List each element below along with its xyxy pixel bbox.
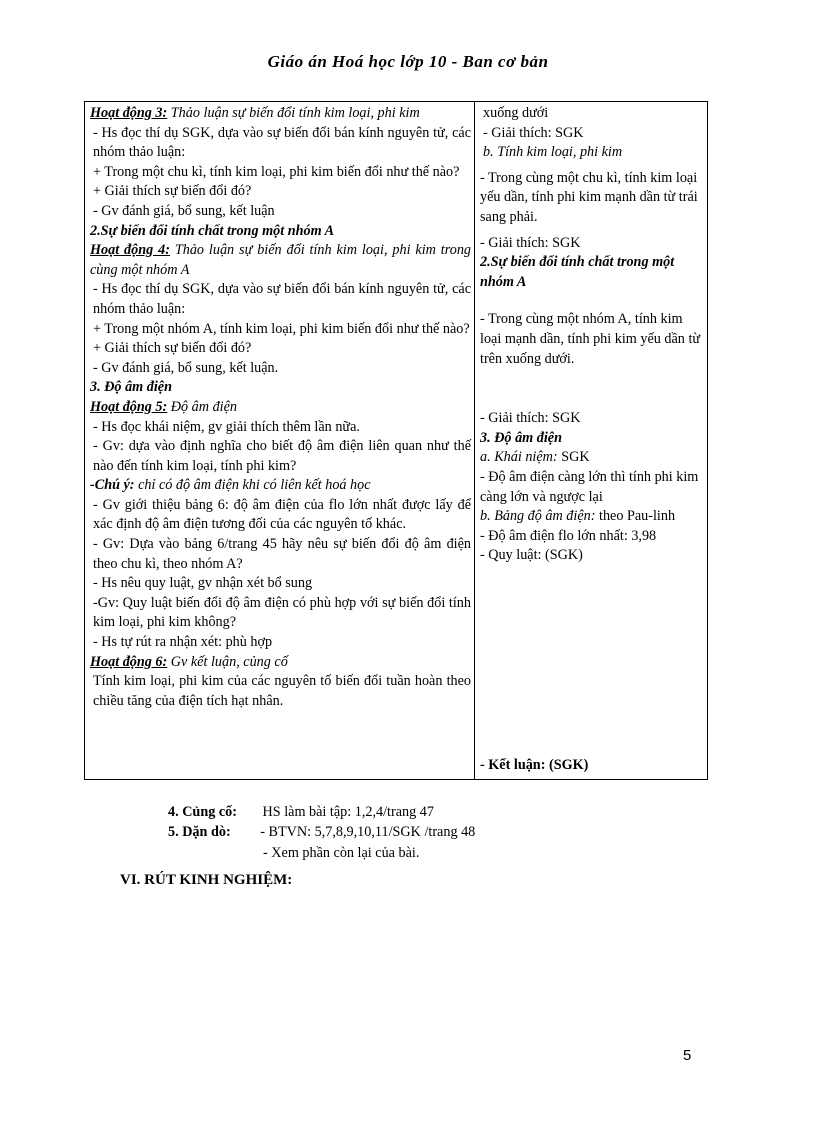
activity-5-label: Hoạt động 5: xyxy=(90,398,168,415)
note-line xyxy=(90,476,471,496)
activity-3-line-4: - Gv đánh giá, bổ sung, kết luận xyxy=(93,202,275,219)
right-conclusion: - Kết luận: (SGK) xyxy=(480,756,589,773)
activity-3-title: Thảo luận sự biến đổi tính kim loại, phi kim xyxy=(170,105,420,121)
concept-label: a. Khái niệm: xyxy=(480,449,558,466)
consolidation-text: HS làm bài tập: 1,2,4/trang 47 xyxy=(262,804,434,820)
activity-3-heading xyxy=(90,104,471,124)
homework-line xyxy=(168,822,475,843)
activity-6-line-1: Tính kim loại, phi kim của các nguyên tố biến đổi tuần hoàn theo chiều tăng của điện tích hạt nhân. xyxy=(93,673,471,709)
right-line-13: - Độ âm điện flo lớn nhất: 3,98 xyxy=(480,527,657,544)
right-line-14: - Quy luật: (SGK) xyxy=(480,547,583,564)
table-label: b. Bảng độ âm điện: xyxy=(480,508,596,525)
activity-5-line-1: - Hs đọc khái niệm, gv giải thích thêm lần nữa. xyxy=(93,418,360,435)
activity-3-label: Hoạt động 3: xyxy=(90,105,168,121)
right-section-3-heading: 3. Độ âm điện xyxy=(480,429,562,446)
page-header: Giáo án Hoá học lớp 10 - Ban cơ bản xyxy=(267,52,549,71)
homework-text-1: - BTVN: 5,7,8,9,10,11/SGK /trang 48 xyxy=(260,824,476,840)
activity-4-line-3: + Giải thích sự biến đổi đó? xyxy=(93,340,252,357)
lesson-table xyxy=(84,101,708,780)
activity-4-heading xyxy=(90,241,471,280)
activity-3-line-2: + Trong một chu kì, tính kim loại, phi kim biến đổi như thế nào? xyxy=(93,163,460,180)
note-label: -Chú ý: xyxy=(90,477,135,494)
note-text: chỉ có độ âm điện khi có liên kết hoá học xyxy=(138,477,371,494)
activity-5-line-7: - Hs tự rút ra nhận xét: phù hợp xyxy=(93,634,273,651)
experience-heading: VI. RÚT KINH NGHIỆM: xyxy=(120,872,293,888)
activity-6-label: Hoạt động 6: xyxy=(90,653,168,670)
right-section-2-heading: 2.Sự biến đổi tính chất trong một nhóm A xyxy=(480,254,675,290)
right-line-2: - Giải thích: SGK xyxy=(483,124,584,141)
activity-6-heading xyxy=(90,653,471,673)
right-line-8: - Giải thích: SGK xyxy=(480,410,581,427)
right-subheading-b: b. Tính kim loại, phi kim xyxy=(483,144,623,161)
right-line-7: - Trong cùng một nhóm A, tính kim loại mạnh dần, tính phi kim yếu dần từ trên xuống dưới. xyxy=(480,311,701,367)
section-2-heading: 2.Sự biến đổi tính chất trong một nhóm A xyxy=(90,222,335,239)
homework-label: 5. Dặn dò: xyxy=(168,824,231,840)
activity-5-line-5: - Hs nêu quy luật, gv nhận xét bổ sung xyxy=(93,575,313,592)
right-line-1: xuống dưới xyxy=(483,105,549,121)
activity-5-line-6: -Gv: Quy luật biến đổi độ âm điện có phù hợp với sự biến đổi tính kim loại, phi kim không? xyxy=(93,594,471,631)
activity-4-title: Thảo luận sự biến đổi tính kim loại, phi kim trong cùng một nhóm A xyxy=(90,242,472,278)
activity-4-label: Hoạt động 4: xyxy=(90,242,170,259)
concept-text: SGK xyxy=(561,449,590,466)
page-number: 5 xyxy=(683,1047,692,1064)
teacher-student-activities-column xyxy=(85,102,475,780)
activity-5-line-2: - Gv: dựa vào định nghĩa cho biết độ âm điện liên quan như thế nào đến tính kim loại, tính phi kim? xyxy=(93,438,471,474)
right-line-5: - Giải thích: SGK xyxy=(480,234,581,251)
activity-6-title: Gv kết luận, củng cố xyxy=(170,653,288,670)
activity-5-line-4: - Gv: Dựa vào bảng 6/trang 45 hãy nêu sự biến đổi độ âm điện theo chu kì, theo nhóm A? xyxy=(93,536,471,572)
right-line-4: - Trong cùng một chu kì, tính kim loại yếu dần, tính phi kim mạnh dần từ trái sang phải. xyxy=(480,169,698,225)
right-concept-line xyxy=(480,448,704,468)
right-table-line xyxy=(480,507,704,527)
activity-3-line-3: + Giải thích sự biến đổi đó? xyxy=(93,183,252,200)
table-text: theo Pau-linh xyxy=(599,508,676,525)
activity-5-heading xyxy=(90,398,471,418)
right-line-11: - Độ âm điện càng lớn thì tính phi kim càng lớn và ngược lại xyxy=(480,468,699,505)
activity-5-line-3: - Gv giới thiệu bảng 6: độ âm điện của flo lớn nhất được lấy để xác định độ âm điện tương đối của các nguyên tố khác. xyxy=(93,496,471,533)
activity-3-line-1: - Hs đọc thí dụ SGK, dựa vào sự biến đổi bán kính nguyên tử, các nhóm thảo luận: xyxy=(93,124,471,161)
consolidation-line xyxy=(168,802,434,823)
section-3-heading: 3. Độ âm điện xyxy=(90,379,172,396)
activity-4-line-1: - Hs đọc thí dụ SGK, dựa vào sự biến đổi bán kính nguyên tử, các nhóm thảo luận: xyxy=(93,281,471,317)
activity-4-line-4: - Gv đánh giá, bổ sung, kết luận. xyxy=(93,359,279,376)
activity-5-title: Độ âm điện xyxy=(170,398,237,415)
activity-4-line-2: + Trong một nhóm A, tính kim loại, phi kim biến đổi như thế nào? xyxy=(93,320,470,337)
content-column xyxy=(475,102,708,780)
consolidation-label: 4. Củng cố: xyxy=(168,804,237,820)
homework-text-2: - Xem phần còn lại của bài. xyxy=(263,845,420,861)
